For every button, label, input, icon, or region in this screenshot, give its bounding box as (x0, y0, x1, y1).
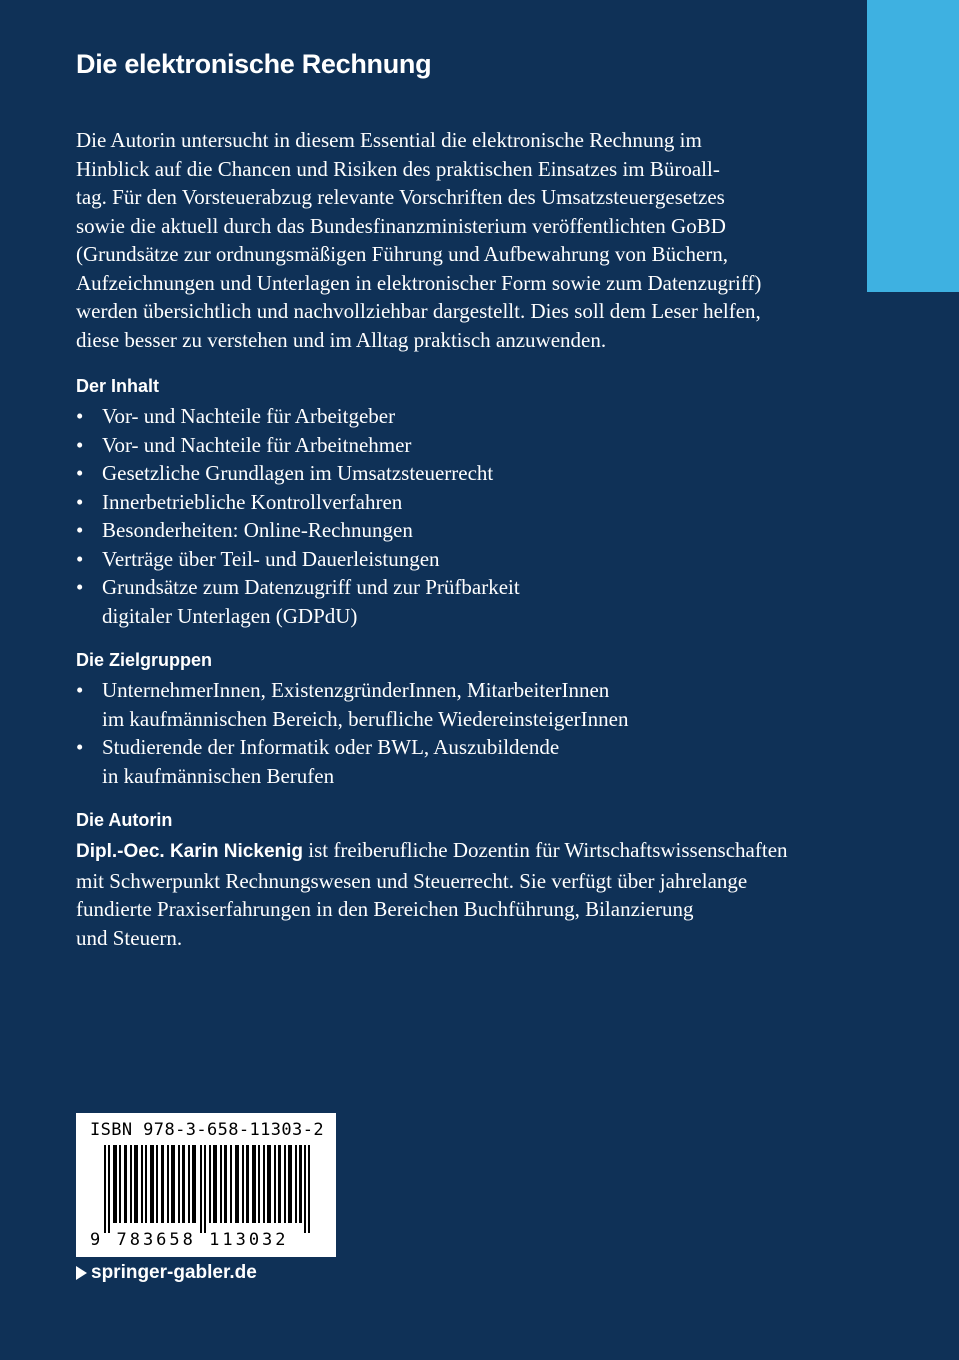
autorin-paragraph (76, 836, 816, 952)
accent-tab (867, 0, 959, 292)
barcode-digits: 9 783658 113032 (90, 1230, 289, 1250)
intro-line: Aufzeichnungen und Unterlagen in elektronischer Form sowie zum Datenzugriff) (76, 270, 762, 295)
bullet-icon: • (76, 489, 84, 514)
back-cover-content (76, 46, 816, 952)
intro-line: Hinblick auf die Chancen und Risiken des praktischen Einsatzes im Büroall- (76, 156, 720, 181)
list-item: • Grundsätze zum Datenzugriff und zur Prüfbarkeit digitaler Unterlagen (GDPdU) (76, 575, 520, 628)
intro-line: werden übersichtlich und nachvollziehbar dargestellt. Dies soll dem Leser helfen, (76, 299, 761, 323)
list-item: • Innerbetriebliche Kontrollverfahren (76, 488, 816, 517)
zielgruppen-list (76, 676, 816, 790)
zielgruppen-heading: Die Zielgruppen (76, 650, 213, 670)
bullet-icon: • (76, 546, 84, 571)
barcode-bars (86, 1145, 326, 1233)
bullet-icon: • (76, 575, 84, 599)
bullet-icon: • (76, 404, 84, 428)
inhalt-heading: Der Inhalt (76, 376, 160, 396)
inhalt-list (76, 402, 816, 630)
list-item: • Besonderheiten: Online-Rechnungen (76, 516, 816, 545)
bullet-icon: • (76, 518, 84, 542)
bullet-icon: • (76, 432, 84, 457)
intro-line: diese besser zu verstehen und im Alltag praktisch anzuwenden. (76, 327, 607, 352)
bullet-icon: • (76, 678, 84, 702)
list-item: • Studierende der Informatik oder BWL, Auszubildende in kaufmännischen Berufen (76, 735, 560, 788)
autorin-heading: Die Autorin (76, 810, 173, 830)
isbn-barcode (76, 1113, 336, 1257)
bullet-icon: • (76, 461, 84, 485)
list-item: • Vor- und Nachteile für Arbeitnehmer (76, 431, 816, 460)
intro-line: Die Autorin untersucht in diesem Essential die elektronische Rechnung im (76, 128, 702, 152)
autorin-line: fundierte Praxiserfahrungen in den Bereichen Buchführung, Bilanzierung (76, 897, 694, 921)
list-item: • Gesetzliche Grundlagen im Umsatzsteuerrecht (76, 459, 816, 488)
publisher-link-text[interactable]: springer-gabler.de (91, 1262, 257, 1283)
bullet-icon: • (76, 735, 84, 759)
isbn-label: ISBN 978-3-658-11303-2 (90, 1120, 324, 1140)
list-item: • UnternehmerInnen, ExistenzgründerInnen, MitarbeiterInnen im kaufmännischen Bereich, berufliche WiedereinsteigerInnen (76, 678, 629, 731)
list-item: • Verträge über Teil- und Dauerleistungen (76, 545, 816, 574)
intro-line: tag. Für den Vorsteuerabzug relevante Vorschriften des Umsatzsteuergesetzes (76, 185, 725, 209)
autorin-line: Dipl.-Oec. Karin Nickenig ist freiberufliche Dozentin für Wirtschaftswissenschaften (76, 838, 788, 862)
intro-line: (Grundsätze zur ordnungsmäßigen Führung und Aufbewahrung von Büchern, (76, 242, 729, 266)
book-title: Die elektronische Rechnung (76, 49, 432, 79)
intro-line: sowie die aktuell durch das Bundesfinanzministerium veröffentlichten GoBD (76, 213, 726, 238)
list-item: • Vor- und Nachteile für Arbeitgeber (76, 402, 816, 431)
intro-paragraph (76, 126, 816, 354)
autorin-line: und Steuern. (76, 925, 183, 950)
publisher-link[interactable] (76, 1262, 257, 1284)
author-name: Dipl.-Oec. Karin Nickenig (76, 841, 303, 862)
autorin-line: mit Schwerpunkt Rechnungswesen und Steuerrecht. Sie verfügt über jahrelange (76, 868, 748, 893)
arrow-right-icon (76, 1266, 87, 1280)
